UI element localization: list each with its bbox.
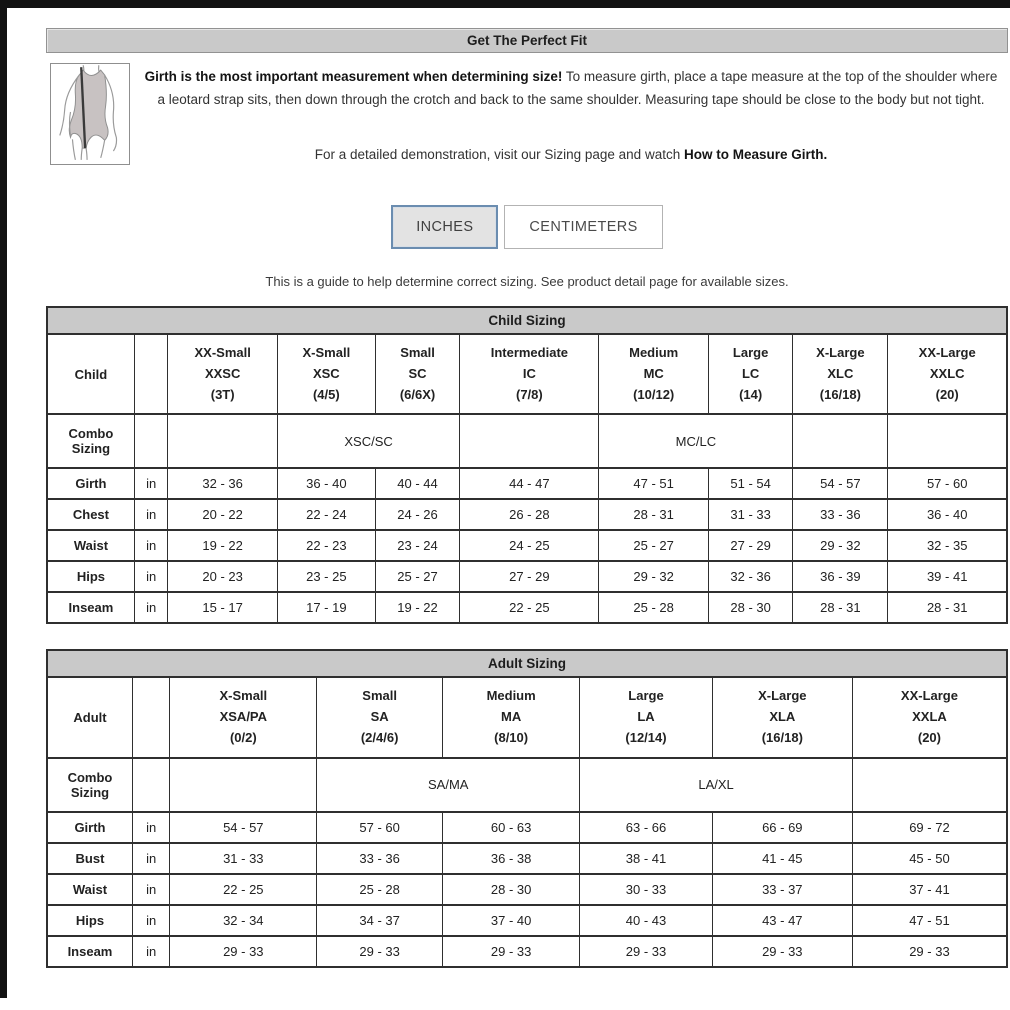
value-cell: 36 - 38 [443, 843, 580, 874]
value-cell: 29 - 32 [793, 530, 888, 561]
intro-section [46, 63, 1008, 165]
size-header-row [47, 677, 1007, 757]
unit-cell: in [134, 592, 168, 623]
measurement-row [47, 874, 1007, 905]
value-cell: 43 - 47 [712, 905, 852, 936]
value-cell: 22 - 25 [170, 874, 317, 905]
value-cell: 33 - 36 [317, 843, 443, 874]
combo-cell [170, 758, 317, 812]
combo-cell: XSC/SC [277, 414, 459, 468]
size-column-header: Small SC (6/6X) [375, 334, 459, 414]
leotard-girth-diagram-icon [50, 63, 130, 165]
value-cell: 33 - 36 [793, 499, 888, 530]
table-title: Child Sizing [47, 307, 1007, 334]
value-cell: 28 - 30 [443, 874, 580, 905]
size-column-header: Large LC (14) [708, 334, 792, 414]
value-cell: 32 - 34 [170, 905, 317, 936]
size-header-row [47, 334, 1007, 414]
value-cell: 29 - 33 [443, 936, 580, 967]
value-cell: 29 - 32 [599, 561, 708, 592]
value-cell: 22 - 23 [277, 530, 375, 561]
value-cell: 60 - 63 [443, 812, 580, 843]
value-cell: 57 - 60 [317, 812, 443, 843]
value-cell: 40 - 43 [580, 905, 712, 936]
size-column-header: X-Small XSA/PA (0/2) [170, 677, 317, 757]
value-cell: 25 - 28 [599, 592, 708, 623]
value-cell: 28 - 30 [708, 592, 792, 623]
measurement-label: Hips [47, 905, 132, 936]
value-cell: 44 - 47 [460, 468, 599, 499]
sizing-guide-note: This is a guide to help determine correct sizing. See product detail page for available sizes. [265, 274, 789, 289]
size-column-header: X-Large XLA (16/18) [712, 677, 852, 757]
size-column-header: X-Small XSC (4/5) [277, 334, 375, 414]
measurement-label: Girth [47, 812, 132, 843]
measurement-row [47, 905, 1007, 936]
combo-cell [852, 758, 1007, 812]
measurement-row [47, 499, 1007, 530]
size-column-header: X-Large XLC (16/18) [793, 334, 888, 414]
unit-cell: in [134, 468, 168, 499]
value-cell: 19 - 22 [168, 530, 277, 561]
value-cell: 45 - 50 [852, 843, 1007, 874]
value-cell: 30 - 33 [580, 874, 712, 905]
value-cell: 54 - 57 [170, 812, 317, 843]
value-cell: 29 - 33 [712, 936, 852, 967]
value-cell: 15 - 17 [168, 592, 277, 623]
measurement-row [47, 812, 1007, 843]
combo-cell: MC/LC [599, 414, 793, 468]
value-cell: 28 - 31 [888, 592, 1007, 623]
combo-cell [888, 414, 1007, 468]
value-cell: 17 - 19 [277, 592, 375, 623]
measurement-row [47, 561, 1007, 592]
measurement-label: Inseam [47, 592, 134, 623]
value-cell: 25 - 28 [317, 874, 443, 905]
value-cell: 40 - 44 [375, 468, 459, 499]
value-cell: 19 - 22 [375, 592, 459, 623]
value-cell: 22 - 25 [460, 592, 599, 623]
combo-cell: LA/XL [580, 758, 853, 812]
value-cell: 41 - 45 [712, 843, 852, 874]
unit-cell: in [132, 874, 169, 905]
size-column-header: Small SA (2/4/6) [317, 677, 443, 757]
unit-cell: in [134, 561, 168, 592]
unit-cell: in [132, 812, 169, 843]
demo-note-text: For a detailed demonstration, visit our Sizing page and watch [314, 147, 684, 163]
table-title: Adult Sizing [47, 650, 1007, 677]
measurement-label: Waist [47, 530, 134, 561]
value-cell: 25 - 27 [599, 530, 708, 561]
value-cell: 39 - 41 [888, 561, 1007, 592]
intro-text-column [130, 63, 1008, 165]
size-column-header: Large LA (12/14) [580, 677, 712, 757]
size-column-header: Medium MC (10/12) [599, 334, 708, 414]
combo-cell [168, 414, 277, 468]
value-cell: 63 - 66 [580, 812, 712, 843]
value-cell: 37 - 41 [852, 874, 1007, 905]
value-cell: 36 - 39 [793, 561, 888, 592]
measurement-label: Girth [47, 468, 134, 499]
centimeters-button[interactable]: CENTIMETERS [504, 205, 662, 249]
combo-row-label: Combo Sizing [47, 414, 134, 468]
value-cell: 28 - 31 [599, 499, 708, 530]
value-cell: 32 - 36 [708, 561, 792, 592]
unit-cell: in [134, 530, 168, 561]
demo-note [140, 147, 1002, 162]
value-cell: 20 - 23 [168, 561, 277, 592]
girth-instructions-body: To measure girth, place a tape measure at the top of the shoulder where a leotard strap sits, then down through the crotch and back to the same shoulder. Measuring tape should be close to the body but not tight. [157, 69, 998, 108]
combo-cell [793, 414, 888, 468]
value-cell: 31 - 33 [170, 843, 317, 874]
screenshot-left-edge [0, 0, 7, 998]
value-cell: 23 - 25 [277, 561, 375, 592]
value-cell: 34 - 37 [317, 905, 443, 936]
adult-sizing-table [46, 649, 1008, 967]
unit-cell [132, 758, 169, 812]
value-cell: 25 - 27 [375, 561, 459, 592]
measurement-label: Hips [47, 561, 134, 592]
value-cell: 47 - 51 [599, 468, 708, 499]
measurement-row [47, 936, 1007, 967]
value-cell: 22 - 24 [277, 499, 375, 530]
measurement-row [47, 592, 1007, 623]
unit-cell: in [132, 843, 169, 874]
value-cell: 26 - 28 [460, 499, 599, 530]
value-cell: 47 - 51 [852, 905, 1007, 936]
unit-cell: in [134, 499, 168, 530]
value-cell: 36 - 40 [888, 499, 1007, 530]
measurement-label: Chest [47, 499, 134, 530]
value-cell: 51 - 54 [708, 468, 792, 499]
girth-instructions-bold-lead: Girth is the most important measurement when determining size! [144, 69, 563, 84]
measurement-label: Inseam [47, 936, 132, 967]
inches-button[interactable]: INCHES [391, 205, 498, 249]
combo-cell: SA/MA [317, 758, 580, 812]
measurement-row [47, 468, 1007, 499]
value-cell: 27 - 29 [708, 530, 792, 561]
value-cell: 54 - 57 [793, 468, 888, 499]
child-sizing-table [46, 306, 1008, 624]
value-cell: 28 - 31 [793, 592, 888, 623]
girth-instructions [140, 65, 1002, 111]
size-column-header: Intermediate IC (7/8) [460, 334, 599, 414]
value-cell: 20 - 22 [168, 499, 277, 530]
value-cell: 37 - 40 [443, 905, 580, 936]
combo-sizing-row [47, 758, 1007, 812]
demo-note-bold: How to Measure Girth. [683, 147, 828, 163]
unit-cell: in [132, 936, 169, 967]
size-column-header: XX-Large XXLC (20) [888, 334, 1007, 414]
row-group-label: Adult [47, 677, 132, 757]
size-guide-panel [46, 28, 1008, 968]
combo-sizing-row [47, 414, 1007, 468]
value-cell: 32 - 36 [168, 468, 277, 499]
unit-column-header [132, 677, 169, 757]
row-group-label: Child [47, 334, 134, 414]
value-cell: 29 - 33 [852, 936, 1007, 967]
combo-row-label: Combo Sizing [47, 758, 132, 812]
value-cell: 38 - 41 [580, 843, 712, 874]
unit-column-header [134, 334, 168, 414]
screenshot-top-edge [0, 0, 1010, 8]
unit-cell [134, 414, 168, 468]
unit-toggle [46, 205, 1008, 249]
value-cell: 33 - 37 [712, 874, 852, 905]
unit-cell: in [132, 905, 169, 936]
page-title: Get The Perfect Fit [46, 28, 1008, 53]
value-cell: 29 - 33 [317, 936, 443, 967]
value-cell: 24 - 26 [375, 499, 459, 530]
value-cell: 66 - 69 [712, 812, 852, 843]
size-column-header: XX-Large XXLA (20) [852, 677, 1007, 757]
measurement-label: Waist [47, 874, 132, 905]
value-cell: 23 - 24 [375, 530, 459, 561]
value-cell: 57 - 60 [888, 468, 1007, 499]
value-cell: 36 - 40 [277, 468, 375, 499]
measurement-label: Bust [47, 843, 132, 874]
measurement-row [47, 530, 1007, 561]
combo-cell [460, 414, 599, 468]
value-cell: 27 - 29 [460, 561, 599, 592]
size-column-header: XX-Small XXSC (3T) [168, 334, 277, 414]
value-cell: 29 - 33 [170, 936, 317, 967]
value-cell: 24 - 25 [460, 530, 599, 561]
measurement-row [47, 843, 1007, 874]
value-cell: 31 - 33 [708, 499, 792, 530]
value-cell: 29 - 33 [580, 936, 712, 967]
value-cell: 69 - 72 [852, 812, 1007, 843]
size-column-header: Medium MA (8/10) [443, 677, 580, 757]
value-cell: 32 - 35 [888, 530, 1007, 561]
